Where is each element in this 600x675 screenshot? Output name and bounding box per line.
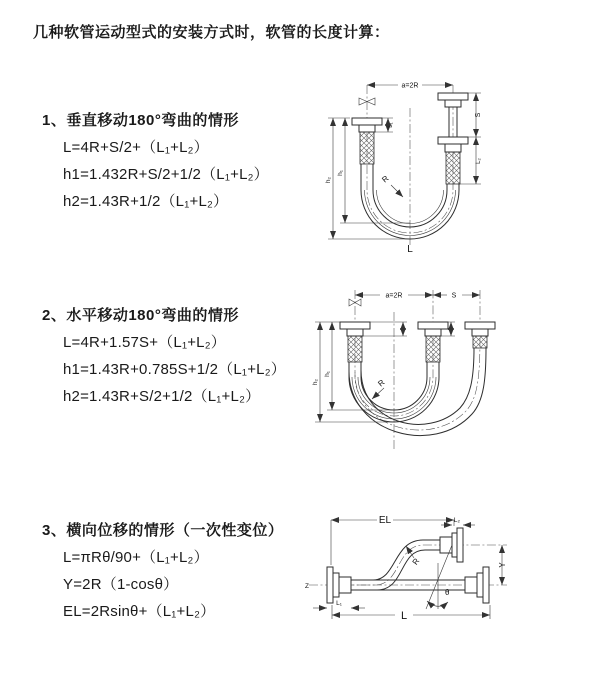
braided-hose-end bbox=[426, 336, 440, 362]
flange-neck bbox=[445, 100, 461, 107]
length-label: L bbox=[407, 244, 413, 255]
flange-neck bbox=[452, 533, 457, 557]
radius-label: R bbox=[380, 173, 391, 185]
flange-collar bbox=[339, 577, 351, 593]
dim-label-l1: L₁ bbox=[336, 600, 342, 607]
formula-h1: h1=1.432R+S/2+1/2（L₁+L₂） bbox=[63, 166, 269, 183]
flange bbox=[327, 567, 333, 603]
braided-hose-end bbox=[360, 132, 374, 164]
radius-label: R bbox=[376, 377, 387, 389]
radius-label: R bbox=[410, 556, 422, 567]
formula-h2: h2=1.43R+S/2+1/2（L₁+L₂） bbox=[63, 388, 261, 405]
dim-label-h1: h₁ bbox=[337, 170, 344, 176]
flange-neck bbox=[477, 573, 483, 597]
dim-label-l1: L₁ bbox=[388, 122, 394, 128]
flange bbox=[465, 322, 495, 329]
formula-length: L=4R+S/2+（L₁+L₂） bbox=[63, 139, 209, 156]
dim-label-y: Y bbox=[498, 562, 507, 568]
diagram-lateral-displacement bbox=[297, 503, 599, 651]
dim-label-h2: h₂ bbox=[312, 378, 319, 386]
flange-neck bbox=[333, 573, 339, 597]
section-3-heading: 3、横向位移的情形（一次性变位） bbox=[42, 522, 284, 539]
braided-hose-end bbox=[446, 152, 460, 184]
dim-label-h1: h₁ bbox=[324, 371, 331, 377]
extension-lines bbox=[331, 520, 454, 565]
formula-el: EL=2Rsinθ+（L₁+L₂） bbox=[63, 603, 216, 620]
dim-label-l2: L₂ bbox=[453, 517, 461, 524]
flange-neck bbox=[445, 144, 461, 152]
flange-neck bbox=[472, 329, 488, 336]
diagram-vertical-bend bbox=[314, 68, 586, 260]
dim-label-el: EL bbox=[378, 515, 392, 526]
flange bbox=[352, 118, 382, 125]
braided-hose-end bbox=[473, 336, 487, 348]
dim-label-a2r: a=2R bbox=[401, 82, 419, 90]
flange bbox=[340, 322, 370, 329]
dim-label-s: S bbox=[451, 292, 457, 300]
flange bbox=[457, 528, 463, 562]
extension-lines bbox=[332, 605, 490, 619]
flange bbox=[483, 567, 489, 603]
section-horizontal-bend bbox=[42, 308, 286, 404]
hose-inner-wall-moved bbox=[361, 348, 474, 424]
flange bbox=[438, 93, 468, 100]
valve-icon bbox=[349, 299, 361, 306]
centerline-mark: Z bbox=[305, 583, 309, 590]
hose-top-wall bbox=[351, 540, 440, 580]
section-lateral-displacement bbox=[42, 523, 283, 619]
hose-centerline-moved bbox=[355, 290, 480, 430]
section-2-heading: 2、水平移动180°弯曲的情形 bbox=[42, 307, 239, 324]
flange bbox=[418, 322, 448, 329]
radius-leader bbox=[391, 185, 403, 197]
page-title: 几种软管运动型式的安装方式时，软管的长度计算： bbox=[33, 24, 390, 41]
formula-y: Y=2R（1-cosθ） bbox=[63, 576, 179, 593]
flange-neck bbox=[359, 125, 375, 132]
dim-label-s: S bbox=[475, 112, 482, 118]
hose-inner-wall bbox=[361, 362, 427, 410]
section-vertical-bend bbox=[42, 113, 269, 209]
flange-collar bbox=[465, 577, 477, 593]
formula-h2: h2=1.43R+1/2（L₁+L₂） bbox=[63, 193, 229, 210]
braided-hose-end bbox=[348, 336, 362, 362]
hose-bottom-wall bbox=[351, 550, 440, 590]
dim-label-l: L bbox=[400, 610, 408, 622]
dim-label-h2: h₂ bbox=[325, 176, 332, 184]
flange bbox=[438, 137, 468, 144]
radius-leader bbox=[372, 388, 384, 399]
angle-swing-line bbox=[426, 545, 452, 609]
dim-label-l2: L₂ bbox=[476, 158, 482, 164]
flange-neck bbox=[425, 329, 441, 336]
formula-length: L=4R+1.57S+（L₁+L₂） bbox=[63, 334, 226, 351]
formula-h1: h1=1.43R+0.785S+1/2（L₁+L₂） bbox=[63, 361, 286, 378]
formula-length: L=πRθ/90+（L₁+L₂） bbox=[63, 549, 209, 566]
angle-label: θ bbox=[445, 588, 450, 597]
flange-neck bbox=[347, 329, 363, 336]
hose-outer-wall-moved bbox=[349, 348, 486, 436]
section-1-heading: 1、垂直移动180°弯曲的情形 bbox=[42, 112, 239, 129]
diagram-horizontal-bend bbox=[306, 282, 596, 460]
flange-collar bbox=[440, 537, 452, 553]
dim-label-a2r: a=2R bbox=[385, 292, 403, 300]
angle-arc bbox=[427, 601, 448, 606]
